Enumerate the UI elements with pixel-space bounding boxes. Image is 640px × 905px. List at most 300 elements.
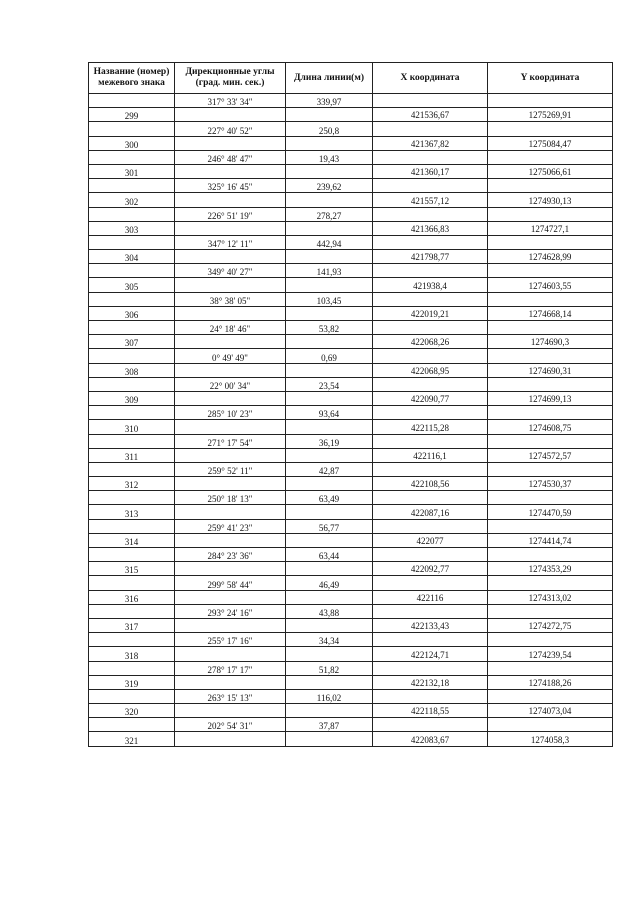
empty-cell bbox=[373, 718, 488, 732]
line-length: 46,49 bbox=[286, 576, 373, 590]
point-name: 321 bbox=[89, 732, 175, 746]
segment-row bbox=[89, 321, 613, 335]
empty-cell bbox=[373, 406, 488, 420]
empty-cell bbox=[373, 207, 488, 221]
empty-cell bbox=[373, 94, 488, 108]
empty-cell bbox=[175, 420, 286, 434]
y-coordinate-value: 1275269,91 bbox=[528, 110, 572, 121]
x-coordinate bbox=[373, 704, 488, 718]
line-length: 37,87 bbox=[286, 718, 373, 732]
point-row bbox=[89, 590, 613, 604]
boundary-points-table bbox=[88, 62, 613, 747]
point-name: 300 bbox=[89, 136, 175, 150]
empty-cell bbox=[286, 590, 373, 604]
segment-row bbox=[89, 377, 613, 391]
point-name: 303 bbox=[89, 221, 175, 235]
point-name: 304 bbox=[89, 250, 175, 264]
y-coordinate bbox=[488, 732, 613, 746]
x-coordinate-value: 422083,67 bbox=[410, 734, 450, 745]
empty-cell bbox=[89, 434, 175, 448]
y-coordinate bbox=[488, 250, 613, 264]
point-row bbox=[89, 533, 613, 547]
empty-cell bbox=[488, 264, 613, 278]
x-coordinate bbox=[373, 391, 488, 405]
empty-cell bbox=[488, 661, 613, 675]
empty-cell bbox=[175, 391, 286, 405]
empty-cell bbox=[373, 292, 488, 306]
direction-angle: 278° 17' 17" bbox=[175, 661, 286, 675]
header-y: Y координата bbox=[488, 63, 613, 94]
y-coordinate-value: 1274668,14 bbox=[528, 309, 572, 319]
empty-cell bbox=[89, 349, 175, 363]
empty-cell bbox=[286, 448, 373, 462]
empty-cell bbox=[89, 235, 175, 249]
empty-cell bbox=[488, 519, 613, 533]
y-coordinate-value: 1274188,26 bbox=[528, 677, 572, 688]
y-coordinate bbox=[488, 108, 613, 122]
x-coordinate bbox=[373, 363, 488, 377]
empty-cell bbox=[175, 477, 286, 491]
empty-cell bbox=[175, 108, 286, 122]
y-coordinate bbox=[488, 391, 613, 405]
empty-cell bbox=[373, 434, 488, 448]
direction-angle: 259° 52' 11" bbox=[175, 462, 286, 476]
empty-cell bbox=[488, 179, 613, 193]
direction-angle: 38° 38' 05" bbox=[175, 292, 286, 306]
empty-cell bbox=[488, 207, 613, 221]
empty-cell bbox=[89, 491, 175, 505]
empty-cell bbox=[89, 633, 175, 647]
point-row bbox=[89, 477, 613, 491]
line-length: 141,93 bbox=[286, 264, 373, 278]
empty-cell bbox=[488, 94, 613, 108]
empty-cell bbox=[175, 193, 286, 207]
y-coordinate-value: 1274313,02 bbox=[528, 592, 572, 603]
y-coordinate bbox=[488, 704, 613, 718]
x-coordinate-value: 422116 bbox=[416, 592, 444, 603]
y-coordinate-value: 1274572,57 bbox=[528, 450, 572, 461]
segment-row bbox=[89, 633, 613, 647]
point-row bbox=[89, 164, 613, 178]
empty-cell bbox=[89, 576, 175, 590]
x-coordinate bbox=[373, 562, 488, 576]
empty-cell bbox=[175, 363, 286, 377]
point-name: 317 bbox=[89, 618, 175, 632]
x-coordinate bbox=[373, 250, 488, 264]
direction-angle: 299° 58' 44" bbox=[175, 576, 286, 590]
point-name: 310 bbox=[89, 420, 175, 434]
point-row bbox=[89, 675, 613, 689]
empty-cell bbox=[286, 136, 373, 150]
segment-row bbox=[89, 122, 613, 136]
direction-angle: 271° 17' 54" bbox=[175, 434, 286, 448]
point-name: 307 bbox=[89, 335, 175, 349]
y-coordinate bbox=[488, 164, 613, 178]
line-length: 116,02 bbox=[286, 689, 373, 703]
y-coordinate bbox=[488, 193, 613, 207]
segment-row bbox=[89, 548, 613, 562]
empty-cell bbox=[488, 122, 613, 136]
x-coordinate bbox=[373, 590, 488, 604]
point-name: 316 bbox=[89, 590, 175, 604]
x-coordinate-value: 421366,83 bbox=[410, 223, 450, 234]
empty-cell bbox=[89, 292, 175, 306]
y-coordinate-value: 1274608,75 bbox=[528, 422, 572, 433]
direction-angle: 259° 41' 23" bbox=[175, 519, 286, 533]
x-coordinate-value: 422124,71 bbox=[410, 649, 450, 660]
y-coordinate-value: 1274470,59 bbox=[528, 507, 572, 518]
empty-cell bbox=[175, 562, 286, 576]
segment-row bbox=[89, 406, 613, 420]
line-length: 93,64 bbox=[286, 406, 373, 420]
empty-cell bbox=[488, 718, 613, 732]
empty-cell bbox=[488, 406, 613, 420]
line-length: 239,62 bbox=[286, 179, 373, 193]
x-coordinate bbox=[373, 448, 488, 462]
segment-row bbox=[89, 661, 613, 675]
empty-cell bbox=[89, 150, 175, 164]
empty-cell bbox=[373, 235, 488, 249]
segment-row bbox=[89, 576, 613, 590]
empty-cell bbox=[89, 207, 175, 221]
empty-cell bbox=[175, 618, 286, 632]
empty-cell bbox=[373, 179, 488, 193]
empty-cell bbox=[488, 576, 613, 590]
empty-cell bbox=[286, 335, 373, 349]
empty-cell bbox=[89, 179, 175, 193]
point-name: 306 bbox=[89, 306, 175, 320]
x-coordinate-value: 421360,17 bbox=[410, 167, 450, 178]
empty-cell bbox=[373, 264, 488, 278]
empty-cell bbox=[373, 321, 488, 335]
x-coordinate bbox=[373, 221, 488, 235]
direction-angle: 246° 48' 47" bbox=[175, 150, 286, 164]
direction-angle: 250° 18' 13" bbox=[175, 491, 286, 505]
empty-cell bbox=[89, 377, 175, 391]
y-coordinate bbox=[488, 335, 613, 349]
empty-cell bbox=[89, 661, 175, 675]
x-coordinate bbox=[373, 505, 488, 519]
y-coordinate-value: 1275084,47 bbox=[528, 138, 572, 149]
x-coordinate bbox=[373, 306, 488, 320]
point-name: 318 bbox=[89, 647, 175, 661]
line-length: 42,87 bbox=[286, 462, 373, 476]
empty-cell bbox=[373, 604, 488, 618]
x-coordinate bbox=[373, 335, 488, 349]
y-coordinate bbox=[488, 505, 613, 519]
line-length: 278,27 bbox=[286, 207, 373, 221]
empty-cell bbox=[286, 477, 373, 491]
x-coordinate bbox=[373, 675, 488, 689]
empty-cell bbox=[488, 349, 613, 363]
empty-cell bbox=[373, 377, 488, 391]
empty-cell bbox=[286, 420, 373, 434]
line-length: 250,8 bbox=[286, 122, 373, 136]
point-row bbox=[89, 505, 613, 519]
y-coordinate bbox=[488, 590, 613, 604]
y-coordinate bbox=[488, 306, 613, 320]
point-name: 319 bbox=[89, 675, 175, 689]
y-coordinate bbox=[488, 221, 613, 235]
header-name: Название (номер) межевого знака bbox=[89, 63, 175, 94]
y-coordinate-value: 1274073,04 bbox=[528, 706, 572, 717]
empty-cell bbox=[373, 150, 488, 164]
point-name: 308 bbox=[89, 363, 175, 377]
point-row bbox=[89, 732, 613, 746]
empty-cell bbox=[488, 377, 613, 391]
line-length: 442,94 bbox=[286, 235, 373, 249]
x-coordinate bbox=[373, 732, 488, 746]
point-row bbox=[89, 193, 613, 207]
y-coordinate-value: 1274530,37 bbox=[528, 479, 572, 490]
x-coordinate-value: 421557,12 bbox=[410, 195, 450, 206]
direction-angle: 293° 24' 16" bbox=[175, 604, 286, 618]
empty-cell bbox=[286, 108, 373, 122]
point-name: 320 bbox=[89, 704, 175, 718]
point-row bbox=[89, 278, 613, 292]
empty-cell bbox=[175, 647, 286, 661]
x-coordinate-value: 422092,77 bbox=[410, 564, 450, 575]
segment-row bbox=[89, 519, 613, 533]
empty-cell bbox=[175, 505, 286, 519]
y-coordinate-value: 1274058,3 bbox=[530, 734, 570, 745]
empty-cell bbox=[89, 264, 175, 278]
x-coordinate bbox=[373, 136, 488, 150]
empty-cell bbox=[286, 533, 373, 547]
point-row bbox=[89, 335, 613, 349]
empty-cell bbox=[286, 306, 373, 320]
x-coordinate-value: 422077 bbox=[416, 536, 444, 546]
point-row bbox=[89, 306, 613, 320]
y-coordinate bbox=[488, 420, 613, 434]
line-length: 56,77 bbox=[286, 519, 373, 533]
empty-cell bbox=[286, 164, 373, 178]
y-coordinate-value: 1274239,54 bbox=[528, 649, 572, 660]
table-body bbox=[89, 94, 613, 747]
y-coordinate-value: 1274690,3 bbox=[530, 337, 570, 348]
empty-cell bbox=[373, 491, 488, 505]
x-coordinate bbox=[373, 533, 488, 547]
x-coordinate bbox=[373, 164, 488, 178]
direction-angle: 325° 16' 45" bbox=[175, 179, 286, 193]
point-row bbox=[89, 618, 613, 632]
line-length: 63,44 bbox=[286, 548, 373, 562]
segment-row bbox=[89, 689, 613, 703]
x-coordinate-value: 422068,26 bbox=[410, 337, 450, 348]
direction-angle: 255° 17' 16" bbox=[175, 633, 286, 647]
point-name: 302 bbox=[89, 193, 175, 207]
x-coordinate-value: 421367,82 bbox=[410, 138, 450, 149]
x-coordinate bbox=[373, 108, 488, 122]
direction-angle: 347° 12' 11" bbox=[175, 235, 286, 249]
direction-angle: 226° 51' 19" bbox=[175, 207, 286, 221]
empty-cell bbox=[488, 462, 613, 476]
point-name: 315 bbox=[89, 562, 175, 576]
x-coordinate bbox=[373, 278, 488, 292]
empty-cell bbox=[373, 661, 488, 675]
y-coordinate-value: 1274272,75 bbox=[528, 621, 572, 632]
empty-cell bbox=[286, 278, 373, 292]
empty-cell bbox=[175, 164, 286, 178]
empty-cell bbox=[175, 221, 286, 235]
segment-row bbox=[89, 179, 613, 193]
empty-cell bbox=[286, 391, 373, 405]
empty-cell bbox=[286, 618, 373, 632]
empty-cell bbox=[286, 505, 373, 519]
empty-cell bbox=[89, 519, 175, 533]
point-row bbox=[89, 221, 613, 235]
empty-cell bbox=[488, 689, 613, 703]
direction-angle: 0° 49' 49" bbox=[175, 349, 286, 363]
empty-cell bbox=[488, 321, 613, 335]
empty-cell bbox=[488, 434, 613, 448]
empty-cell bbox=[286, 221, 373, 235]
line-length: 339,97 bbox=[286, 94, 373, 108]
empty-cell bbox=[175, 590, 286, 604]
empty-cell bbox=[175, 675, 286, 689]
segment-row bbox=[89, 349, 613, 363]
segment-row bbox=[89, 491, 613, 505]
direction-angle: 24° 18' 46" bbox=[175, 321, 286, 335]
x-coordinate bbox=[373, 420, 488, 434]
x-coordinate bbox=[373, 647, 488, 661]
direction-angle: 349° 40' 27" bbox=[175, 264, 286, 278]
y-coordinate-value: 1274930,13 bbox=[528, 195, 572, 206]
y-coordinate bbox=[488, 533, 613, 547]
x-coordinate-value: 422133,43 bbox=[410, 621, 450, 632]
x-coordinate-value: 421798,77 bbox=[410, 252, 450, 263]
point-row bbox=[89, 108, 613, 122]
line-length: 63,49 bbox=[286, 491, 373, 505]
empty-cell bbox=[488, 633, 613, 647]
empty-cell bbox=[89, 94, 175, 108]
y-coordinate-value: 1274690,31 bbox=[528, 365, 572, 376]
empty-cell bbox=[89, 689, 175, 703]
empty-cell bbox=[373, 462, 488, 476]
y-coordinate-value: 1274414,74 bbox=[528, 536, 572, 546]
y-coordinate bbox=[488, 136, 613, 150]
point-row bbox=[89, 562, 613, 576]
empty-cell bbox=[286, 562, 373, 576]
empty-cell bbox=[89, 548, 175, 562]
point-name: 301 bbox=[89, 164, 175, 178]
direction-angle: 317° 33' 34" bbox=[175, 94, 286, 108]
segment-row bbox=[89, 718, 613, 732]
x-coordinate-value: 422087,16 bbox=[410, 507, 450, 518]
y-coordinate bbox=[488, 477, 613, 491]
empty-cell bbox=[286, 704, 373, 718]
segment-row bbox=[89, 150, 613, 164]
line-length: 36,19 bbox=[286, 434, 373, 448]
empty-cell bbox=[488, 491, 613, 505]
empty-cell bbox=[373, 633, 488, 647]
segment-row bbox=[89, 207, 613, 221]
point-row bbox=[89, 391, 613, 405]
x-coordinate bbox=[373, 618, 488, 632]
empty-cell bbox=[373, 548, 488, 562]
y-coordinate bbox=[488, 675, 613, 689]
point-row bbox=[89, 647, 613, 661]
x-coordinate-value: 422118,55 bbox=[411, 706, 449, 717]
segment-row bbox=[89, 434, 613, 448]
y-coordinate-value: 1275066,61 bbox=[528, 167, 572, 178]
empty-cell bbox=[89, 604, 175, 618]
line-length: 0,69 bbox=[286, 349, 373, 363]
point-name: 311 bbox=[89, 448, 175, 462]
empty-cell bbox=[286, 363, 373, 377]
point-name: 299 bbox=[89, 108, 175, 122]
y-coordinate bbox=[488, 647, 613, 661]
empty-cell bbox=[175, 136, 286, 150]
empty-cell bbox=[488, 604, 613, 618]
point-row bbox=[89, 704, 613, 718]
empty-cell bbox=[175, 335, 286, 349]
point-row bbox=[89, 363, 613, 377]
line-length: 19,43 bbox=[286, 150, 373, 164]
point-name: 309 bbox=[89, 391, 175, 405]
x-coordinate-value: 422108,56 bbox=[410, 479, 450, 490]
empty-cell bbox=[286, 193, 373, 207]
point-row bbox=[89, 420, 613, 434]
line-length: 51,82 bbox=[286, 661, 373, 675]
y-coordinate-value: 1274727,1 bbox=[530, 223, 570, 234]
empty-cell bbox=[488, 292, 613, 306]
empty-cell bbox=[89, 321, 175, 335]
empty-cell bbox=[373, 576, 488, 590]
point-row bbox=[89, 250, 613, 264]
point-name: 314 bbox=[89, 533, 175, 547]
empty-cell bbox=[286, 732, 373, 746]
segment-row bbox=[89, 604, 613, 618]
empty-cell bbox=[89, 122, 175, 136]
x-coordinate-value: 422019,21 bbox=[410, 309, 450, 319]
empty-cell bbox=[89, 718, 175, 732]
point-row bbox=[89, 448, 613, 462]
segment-row bbox=[89, 292, 613, 306]
empty-cell bbox=[286, 250, 373, 264]
direction-angle: 263° 15' 13" bbox=[175, 689, 286, 703]
point-name: 305 bbox=[89, 278, 175, 292]
line-length: 34,34 bbox=[286, 633, 373, 647]
empty-cell bbox=[175, 732, 286, 746]
empty-cell bbox=[89, 462, 175, 476]
empty-cell bbox=[286, 647, 373, 661]
empty-cell bbox=[175, 306, 286, 320]
x-coordinate-value: 421536,67 bbox=[410, 110, 450, 121]
point-name: 312 bbox=[89, 477, 175, 491]
header-length: Длина линии(м) bbox=[286, 63, 373, 94]
x-coordinate-value: 422068,95 bbox=[410, 365, 450, 376]
x-coordinate-value: 421938,4 bbox=[413, 280, 447, 291]
empty-cell bbox=[488, 150, 613, 164]
x-coordinate-value: 422090,77 bbox=[410, 394, 450, 405]
x-coordinate-value: 422116,1 bbox=[413, 450, 447, 461]
line-length: 43,88 bbox=[286, 604, 373, 618]
empty-cell bbox=[175, 278, 286, 292]
empty-cell bbox=[373, 122, 488, 136]
x-coordinate-value: 422132,18 bbox=[410, 677, 450, 688]
segment-row bbox=[89, 264, 613, 278]
y-coordinate-value: 1274699,13 bbox=[528, 394, 572, 405]
x-coordinate bbox=[373, 193, 488, 207]
y-coordinate bbox=[488, 363, 613, 377]
segment-row bbox=[89, 94, 613, 108]
empty-cell bbox=[175, 250, 286, 264]
empty-cell bbox=[373, 689, 488, 703]
x-coordinate-value: 422115,28 bbox=[411, 422, 449, 433]
point-name: 313 bbox=[89, 505, 175, 519]
y-coordinate-value: 1274628,99 bbox=[528, 252, 572, 263]
